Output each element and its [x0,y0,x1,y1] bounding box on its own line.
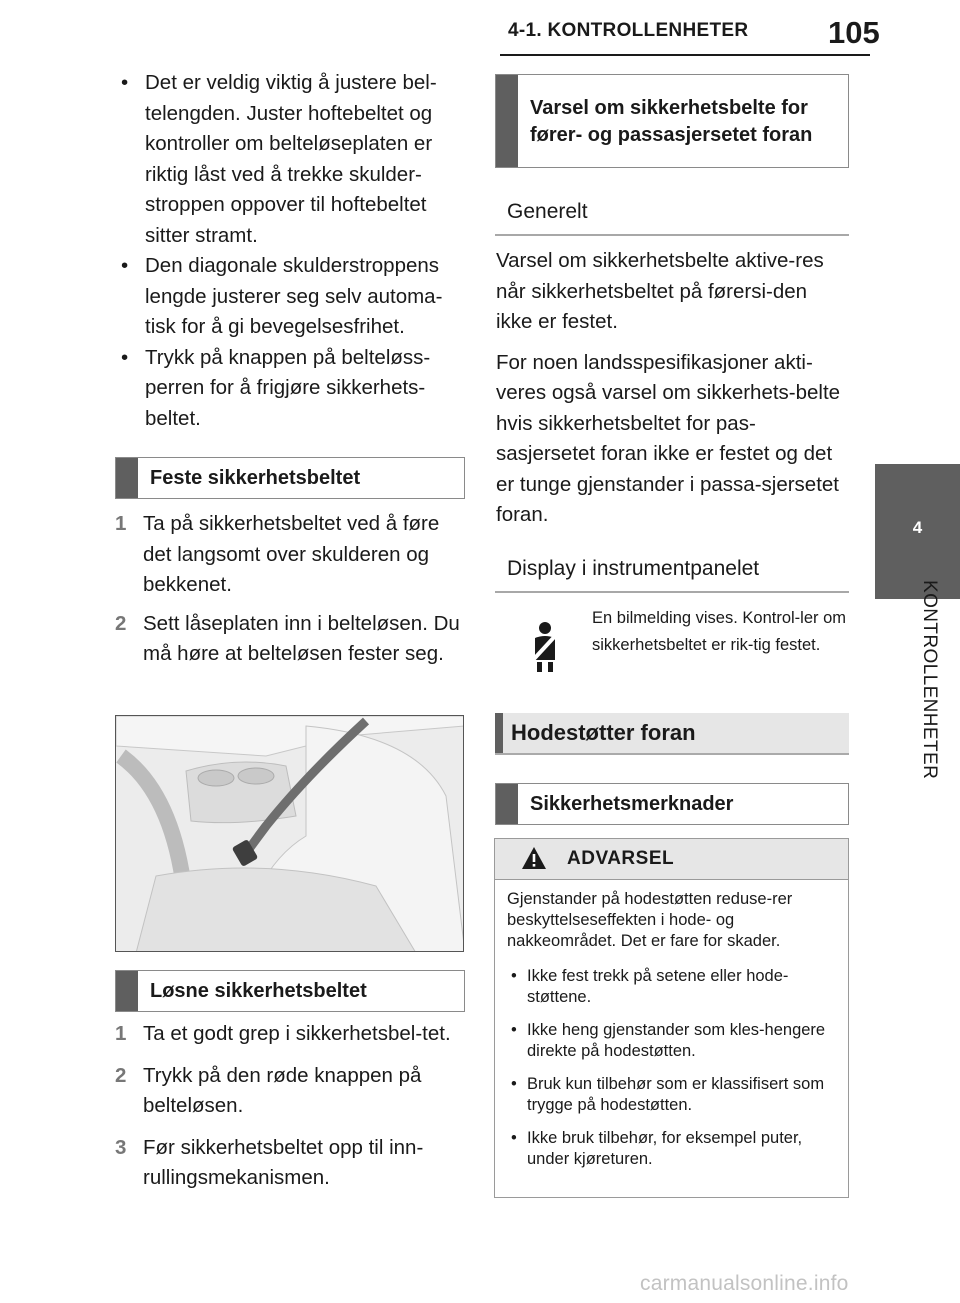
step-number: 3 [115,1135,127,1159]
seatbelt-illustration [115,715,464,952]
step-text: Ta et godt grep i sikkerhetsbel-tet. [143,1022,451,1045]
bullet-item: • Den diagonale skulderstroppens lengde justerer seg selv automa-tisk for å gi bevegelsesfrihet. [115,251,465,343]
warning-bullet: • Ikke fest trekk på setene eller hode-støttene. [507,966,836,1008]
heading-varsel [495,74,849,168]
heading-feste [115,457,465,499]
section-title: 4-1. KONTROLLENHETER [508,20,749,41]
step-number: 2 [115,1063,127,1087]
paragraph: Varsel om sikkerhetsbelte aktive-res når sikkerhetsbeltet på førersi-den ikke er festet. [496,249,824,333]
seatbelt-warning-icon [525,620,565,672]
step-text: Sett låseplaten inn i belteløsen. Du må høre at belteløsen fester seg. [143,611,460,665]
heading-hodestotter [495,713,849,755]
chapter-number: 4 [912,518,923,537]
bullet-item: • Trykk på knappen på belteløss-perren for å frigjøre sikkerhets-beltet. [115,343,465,435]
warning-bullet: • Ikke bruk tilbehør, for eksempel puter, under kjøreturen. [507,1128,836,1170]
warning-header [495,839,848,880]
step-number: 1 [115,1022,127,1045]
heading-hodestotter-label: Hodestøtter foran [511,720,696,745]
subheading-generelt: Generelt [495,200,849,236]
heading-losne-label: Løsne sikkerhetsbeltet [150,979,367,1002]
heading-sikkerhet-label: Sikkerhetsmerknader [530,792,734,815]
page-number: 105 [828,15,880,50]
step-item [113,1019,463,1050]
warning-bullet: • Bruk kun tilbehør som er klassifisert som trygge på hodestøtten. [507,1074,836,1116]
bullet-item: • Det er veldig viktig å justere bel-telengden. Juster hoftebeltet og kontroller om belteløseplaten er riktig låst ved å trekke skulder-stroppen oppover til hoftebeltet sitter stramt. [115,68,465,251]
heading-sikkerhet [495,783,849,825]
heading-losne [115,970,465,1012]
heading-varsel-label: Varsel om sikkerhetsbelte for fører- og passasjersetet foran [530,97,813,146]
step-text: Trykk på den røde knappen på belteløsen. [143,1063,422,1117]
warning-body [495,880,848,1170]
losne-steps [113,1019,463,1194]
feste-steps [113,509,463,670]
step-item [113,1133,463,1194]
watermark: carmanualsonline.info [640,1272,849,1295]
chapter-label: KONTROLLENHETER [919,580,940,780]
seatbelt-illustration-svg [116,716,464,952]
heading-feste-label: Feste sikkerhetsbeltet [150,466,361,489]
warning-triangle-icon [521,846,547,870]
warning-title: ADVARSEL [567,848,675,869]
step-item [113,1061,463,1122]
warning-intro: Gjenstander på hodestøtten reduse-rer beskyttelseseffekten i hode- og nakkeområdet. Det er fare for skader. [507,890,793,950]
display-note: En bilmelding vises. Kontrol-ler om sikkerhetsbeltet er rik-tig festet. [592,609,847,654]
header-rule [500,54,870,56]
step-text: Før sikkerhetsbeltet opp til inn-rullingsmekanismen. [143,1135,424,1189]
generelt-text [496,246,846,531]
step-item [113,509,463,601]
warning-bullet: • Ikke heng gjenstander som kles-hengere direkte på hodestøtten. [507,1020,836,1062]
warning-box [494,838,849,1198]
paragraph: For noen landsspesifikasjoner akti-veres også varsel om sikkerhets-belte hvis sikkerhetsbeltet for pas-sasjersetet foran ikke er festet og det er tunge gjenstander i passa-sjersetet foran. [496,350,841,526]
step-text: Ta på sikkerhetsbeltet ved å føre det langsomt over skulderen og bekkenet. [143,512,440,596]
step-number: 2 [115,611,127,635]
subheading-display: Display i instrumentpanelet [495,557,849,593]
step-item [113,609,463,670]
bullet-list [115,68,465,434]
step-number: 1 [115,512,127,535]
